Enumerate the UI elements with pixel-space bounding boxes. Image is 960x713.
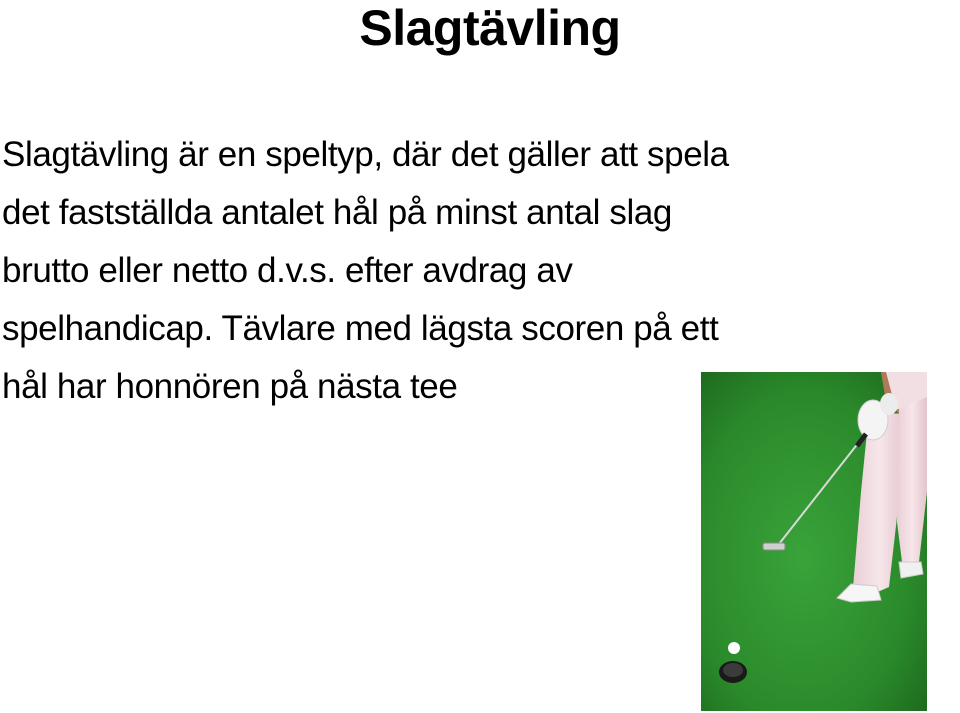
golf-ball bbox=[728, 642, 740, 654]
putter-head bbox=[763, 543, 785, 550]
body-line: det fastställda antalet hål på minst antal slag bbox=[2, 193, 672, 232]
golfer-photo-graphic bbox=[701, 372, 927, 711]
golf-glove-second bbox=[880, 393, 898, 415]
body-line: spelhandicap. Tävlare med lägsta scoren på ett bbox=[2, 309, 719, 348]
golf-hole-inner bbox=[723, 663, 743, 677]
slide-title: Slagtävling bbox=[359, 0, 621, 56]
golfer-putting-photo bbox=[701, 372, 927, 711]
body-line: brutto eller netto d.v.s. efter avdrag av bbox=[2, 251, 573, 290]
body-line: Slagtävling är en speltyp, där det gäller att spela bbox=[2, 135, 729, 174]
body-line: hål har honnören på nästa tee bbox=[2, 367, 458, 406]
